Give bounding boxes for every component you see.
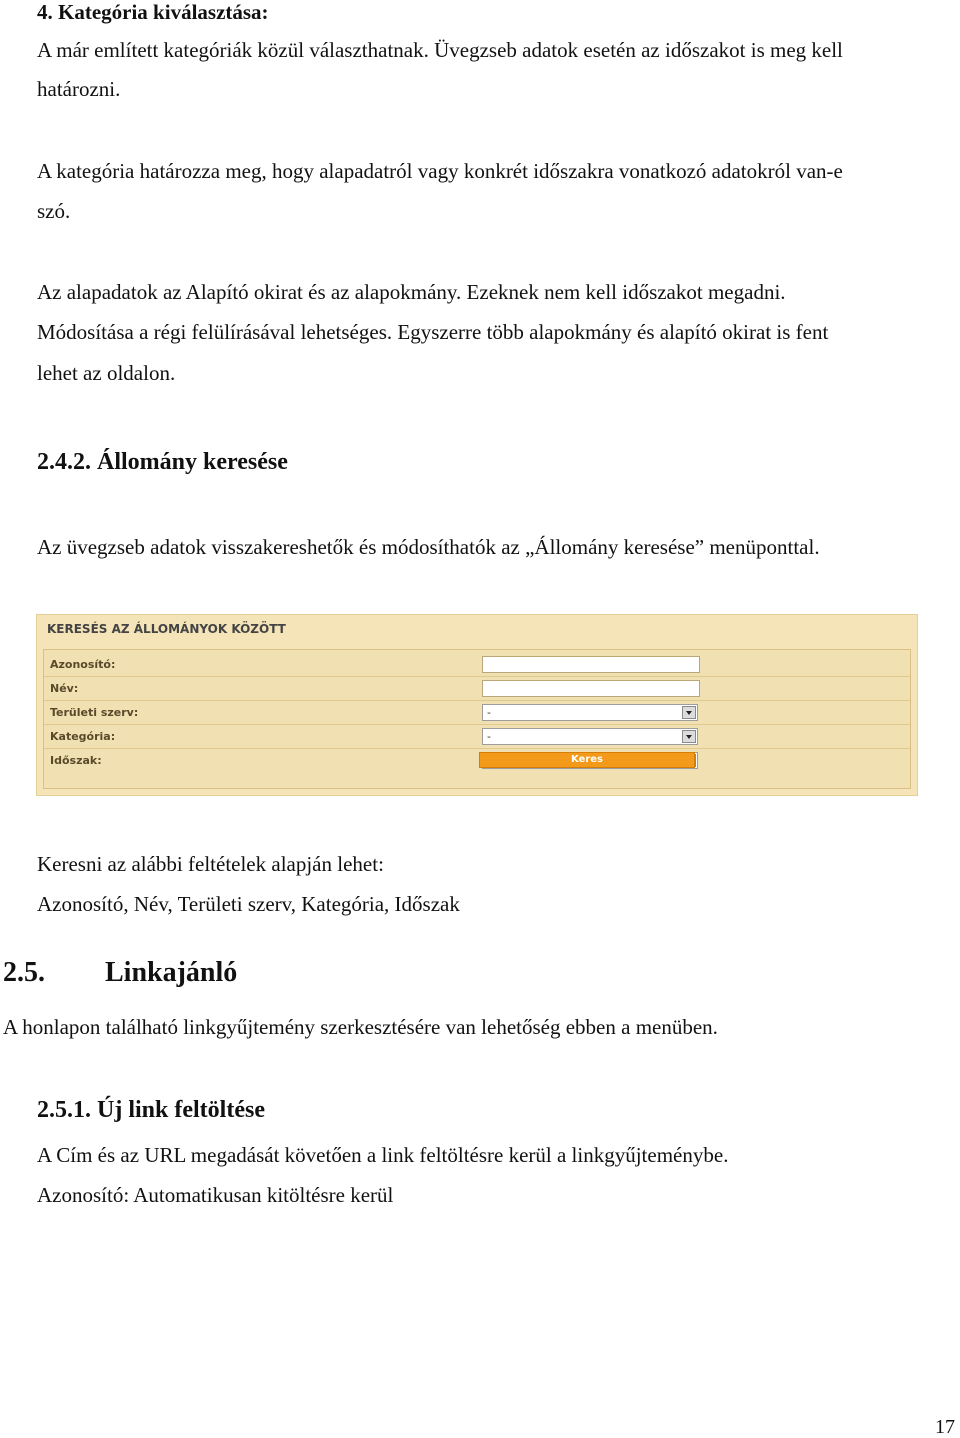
category-label: Kategória: <box>50 730 116 743</box>
name-input[interactable] <box>482 680 700 697</box>
search-panel-title: KERESÉS AZ ÁLLOMÁNYOK KÖZÖTT <box>47 622 286 636</box>
field-row-period <box>44 749 910 773</box>
category-select[interactable] <box>482 728 698 745</box>
field-row-category <box>44 725 910 749</box>
search-panel <box>36 614 918 796</box>
section-number-link: 2.5. <box>3 957 45 988</box>
region-select[interactable] <box>482 704 698 721</box>
section-title-link: Linkajánló <box>105 957 238 988</box>
paragraph-line: A már említett kategóriák közül választhatnak. Üvegzseb adatok esetén az időszakot is meg kell <box>37 38 843 62</box>
paragraph-line: Keresni az alábbi feltételek alapján lehet: <box>37 852 384 876</box>
region-select-value: - <box>487 706 491 719</box>
page-number: 17 <box>935 1416 955 1438</box>
section-heading-new-link: 2.5.1. Új link feltöltése <box>37 1097 265 1123</box>
section-heading-search: 2.4.2. Állomány keresése <box>37 449 288 475</box>
paragraph-line: lehet az oldalon. <box>37 361 176 385</box>
chevron-down-icon[interactable] <box>682 706 696 719</box>
id-input[interactable] <box>482 656 700 673</box>
paragraph-line: Az alapadatok az Alapító okirat és az alapokmány. Ezeknek nem kell időszakot megadni. <box>37 280 786 304</box>
search-form <box>43 649 911 789</box>
paragraph-line: A Cím és az URL megadását követően a link feltöltésre kerül a linkgyűjteménybe. <box>37 1143 729 1167</box>
section-heading-category: 4. Kategória kiválasztása: <box>37 0 269 24</box>
field-row-id <box>44 653 910 677</box>
paragraph-line: Módosítása a régi felülírásával lehetséges. Egyszerre több alapokmány és alapító okirat is fent <box>37 320 829 344</box>
paragraph-line: szó. <box>37 199 71 223</box>
paragraph-line: Az üvegzseb adatok visszakereshetők és módosíthatók az „Állomány keresése” menüponttal. <box>37 535 820 559</box>
paragraph-line: Azonosító: Automatikusan kitöltésre kerül <box>37 1183 394 1207</box>
id-label: Azonosító: <box>50 658 116 671</box>
paragraph-line: határozni. <box>37 77 121 101</box>
region-label: Területi szerv: <box>50 706 139 719</box>
period-label: Időszak: <box>50 754 102 767</box>
paragraph-line: Azonosító, Név, Területi szerv, Kategória, Időszak <box>37 892 460 916</box>
paragraph-line: A kategória határozza meg, hogy alapadatról vagy konkrét időszakra vonatkozó adatokról van-e <box>37 159 843 183</box>
name-label: Név: <box>50 682 79 695</box>
field-row-region <box>44 701 910 725</box>
search-button[interactable]: Keres <box>479 752 695 768</box>
category-select-value: - <box>487 730 491 743</box>
chevron-down-icon[interactable] <box>682 730 696 743</box>
field-row-name <box>44 677 910 701</box>
paragraph-line: A honlapon található linkgyűjtemény szerkesztésére van lehetőség ebben a menüben. <box>3 1015 718 1039</box>
